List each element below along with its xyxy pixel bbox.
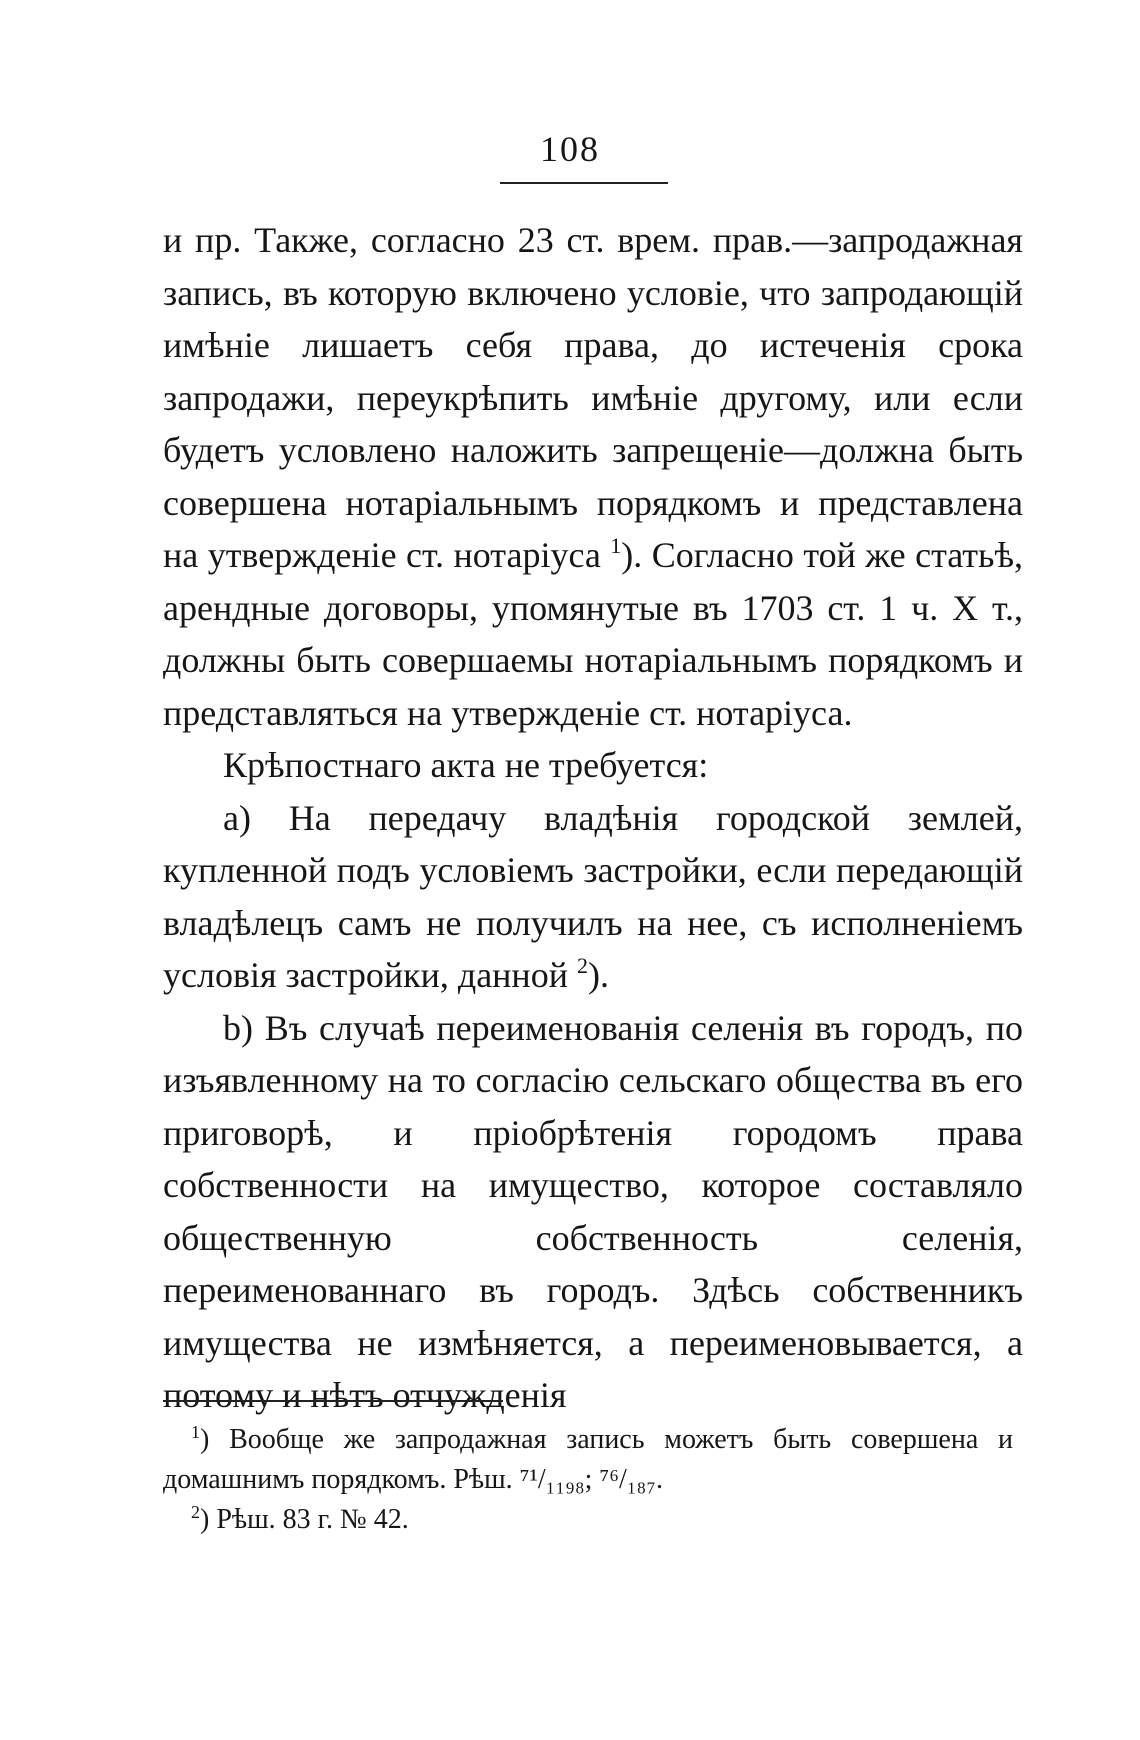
- paragraph-3: [163, 792, 1023, 1002]
- header-rule: [500, 182, 668, 184]
- page-number: 108: [540, 129, 600, 169]
- footnote-ref-2: 2: [576, 953, 588, 978]
- footnote-2: [163, 1500, 1013, 1540]
- footnote-2-mark: 2: [191, 1502, 200, 1522]
- footnote-1: [163, 1420, 1013, 1500]
- paragraph-1-text-a: и пр. Также, согласно 23 ст. врем. прав.—запродажная запись, въ которую включено условіе, что запродающій имѣніе лишаетъ себя права, до истеченія срока запродажи, переукрѣпить имѣніе другому, или если будетъ условлено наложить запрещеніе—должна быть совершена нотаріальнымъ порядкомъ и представлена на утвержденіе ст. нотаріуса: [163, 220, 1023, 575]
- paragraph-3-text-b: ).: [587, 955, 609, 995]
- paragraph-4: b) Въ случаѣ переименованія селенія въ городъ, по изъявленному на то согласію сельскаго общества въ его приговорѣ, и пріобрѣтенія городомъ права собственности на имущество, которое составляло общественную собственность селенія, переименованнаго въ городъ. Здѣсь собственникъ имущества не измѣняется, а переименовывается, а потому и нѣтъ отчужденія: [163, 1007, 1023, 1415]
- footnote-1-mark: 1: [191, 1422, 200, 1442]
- footnote-ref-1: 1: [610, 533, 622, 558]
- footnote-1-text: ) Вообще же запродажная запись можетъ быть совершена и домашнимъ порядкомъ. Рѣш.: [163, 1424, 1013, 1495]
- paragraph-3-text-a: а) На передачу владѣнія городской землей, купленной подъ условіемъ застройки, если передающій владѣлецъ самъ не получилъ на нее, съ исполненіемъ условія застройки, данной: [163, 797, 1023, 995]
- footnotes: [163, 1420, 1013, 1540]
- paragraph-2: Крѣпостнаго акта не требуется:: [223, 745, 709, 785]
- paragraph-1-text-b: ). Согласно той же статьѣ, арендные договоры, упомянутые въ 1703 ст. 1 ч. X т., должны быть совершаемы нотаріальнымъ порядкомъ и представляться на утвержденіе ст. нотаріуса.: [163, 535, 1024, 733]
- footnote-1-refs: ⁷¹/₁₁₉₈; ⁷⁶/₁₈₇.: [519, 1464, 664, 1495]
- body-text: [163, 214, 1023, 1422]
- footnote-2-text: ) Рѣш. 83 г. № 42.: [200, 1504, 409, 1535]
- footnote-rule: [163, 1400, 503, 1402]
- paragraph-1: [163, 214, 1023, 739]
